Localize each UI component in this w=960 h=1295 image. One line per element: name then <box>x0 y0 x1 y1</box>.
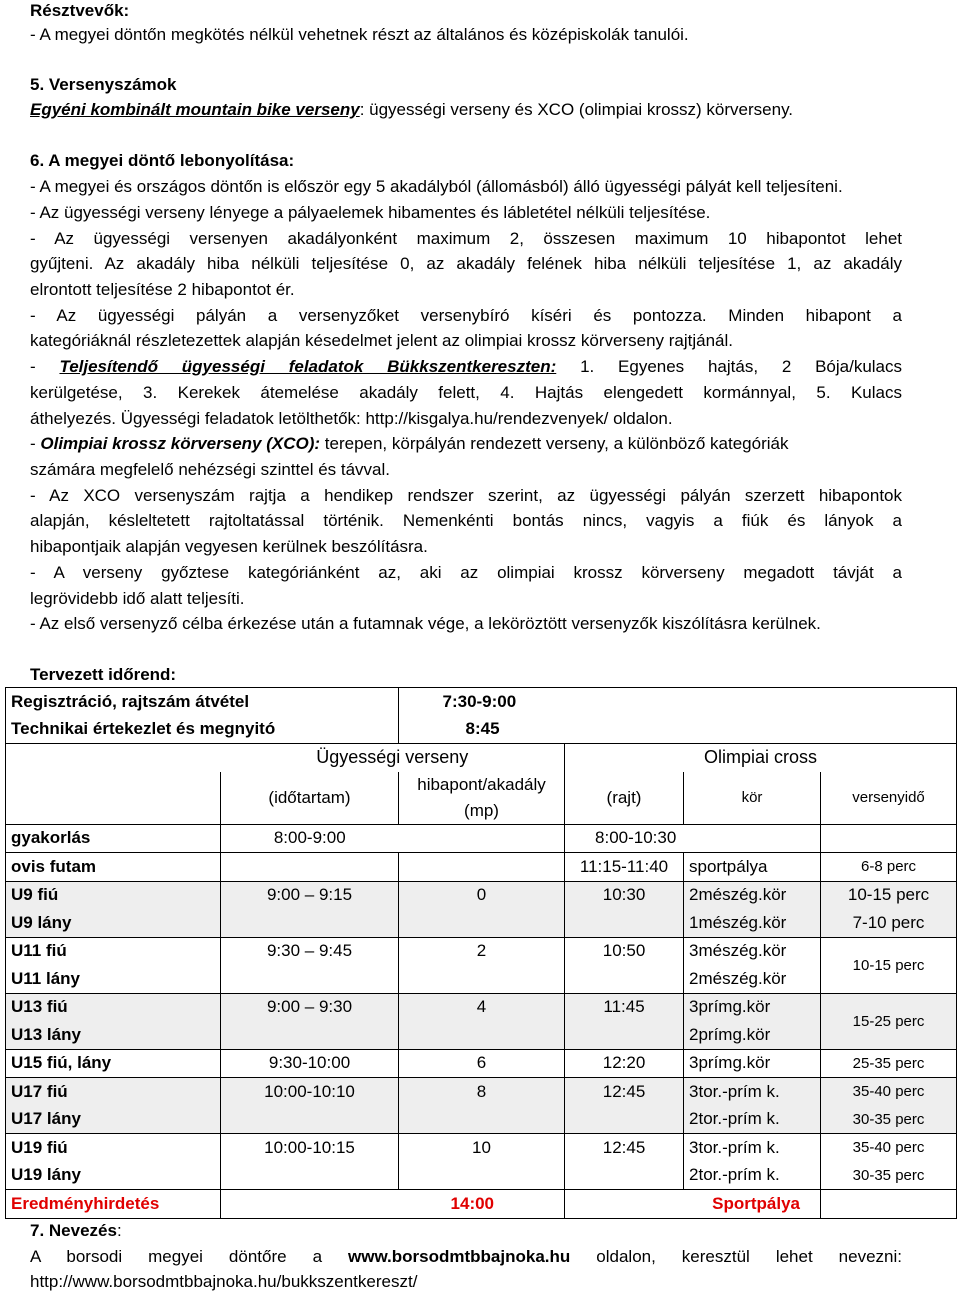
olympic-header: Olimpiai cross <box>565 744 957 772</box>
row-skill-time <box>221 909 399 937</box>
row-skill-time: 10:00-10:15 <box>221 1134 399 1162</box>
row-laps: 3tor.-prím k. <box>684 1078 821 1106</box>
row-penalty: 0 <box>399 881 565 909</box>
row-start: 12:45 <box>565 1078 684 1106</box>
row-skill-time <box>221 1021 399 1049</box>
final-line-3: gyűjteni. Az akadály hiba nélküli teljesítése 0, az akadály felének hiba nélküli teljesítése 1, az akadály <box>30 254 902 273</box>
schedule-table <box>5 687 957 1219</box>
xco-dash: - <box>30 434 41 453</box>
results-label: Eredményhirdetés <box>6 1190 221 1219</box>
row-category: U11 fiú <box>6 937 221 965</box>
registration-cell <box>6 688 517 716</box>
row-category: U13 fiú <box>6 993 221 1021</box>
race-time-header: versenyidő <box>821 772 957 825</box>
entry-line-1 <box>30 1246 902 1268</box>
row-skill-time: 9:00 – 9:30 <box>221 993 399 1021</box>
row-category: U15 fiú, lány <box>6 1049 221 1078</box>
table-row <box>6 937 957 965</box>
row-laps: sportpálya <box>684 853 821 882</box>
row-skill-time <box>221 1162 399 1190</box>
row-category: ovis futam <box>6 853 221 882</box>
duration-header: (időtartam) <box>221 772 399 825</box>
penalty-header-2: (mp) <box>464 800 499 820</box>
row-laps: 3prímg.kör <box>684 1049 821 1078</box>
row-category: U9 fiú <box>6 881 221 909</box>
row-start: 8:00-10:30 <box>565 824 821 853</box>
xco-text-1: terepen, körpályán rendezett verseny, a különböző kategóriák <box>320 434 789 453</box>
row-category: U11 lány <box>6 965 221 993</box>
events-text: : ügyességi verseny és XCO (olimpiai krossz) körverseny. <box>359 100 794 119</box>
header-row-1 <box>6 744 957 772</box>
row-start <box>565 909 684 937</box>
table-row <box>6 993 957 1021</box>
row-start: 11:45 <box>565 993 684 1021</box>
row-race-time: 35-40 perc <box>821 1078 957 1106</box>
tasks-line-2: kerülgetése, 3. Kerekek átemelése akadály felett, 4. Hajtás elengedett kormánnyal, 5. Kulacs <box>30 383 902 402</box>
row-category: U17 lány <box>6 1106 221 1134</box>
table-row <box>6 1021 957 1049</box>
xco-line-2: számára megfelelő nehézségi szinttel és távval. <box>30 460 391 479</box>
header-row-2 <box>6 772 957 825</box>
tasks-dash: - <box>30 357 60 376</box>
table-row <box>6 1049 957 1078</box>
events-label: Egyéni kombinált mountain bike verseny <box>30 100 360 119</box>
tasks-line-1 <box>30 356 902 378</box>
row-race-time: 30-35 perc <box>821 1162 957 1190</box>
results-time: 14:00 <box>221 1190 565 1219</box>
penalty-header <box>399 772 565 825</box>
row-laps: 2prímg.kör <box>684 1021 821 1049</box>
registration-label: Regisztráció, rajtszám átvétel <box>11 691 250 711</box>
table-row <box>6 1078 957 1106</box>
entry-pre: A borsodi megyei döntőre a <box>30 1247 349 1266</box>
entry-heading <box>30 1220 902 1242</box>
start-line-4: legrövidebb idő alatt teljesíti. <box>30 589 245 608</box>
row-laps: 1mészég.kör <box>684 909 821 937</box>
row-penalty <box>399 853 565 882</box>
final-line-1: - Az ügyességi verseny lényege a pályaelemek hibamentes és lábletétel nélküli teljesítése. <box>30 203 711 222</box>
row-race-time: 10-15 perc <box>821 881 957 909</box>
row-race-time <box>821 824 957 853</box>
row-category: U9 lány <box>6 909 221 937</box>
table-row <box>6 1134 957 1162</box>
final-line-4: elrontott teljesítése 2 hibapontot ér. <box>30 280 295 299</box>
tasks-text-1: 1. Egyenes hajtás, 2 Bója/kulacs <box>580 357 903 376</box>
final-heading: 6. A megyei döntő lebonyolítása: <box>30 151 295 170</box>
row-skill-time: 9:30 – 9:45 <box>221 937 399 965</box>
row-laps: 2tor.-prím k. <box>684 1106 821 1134</box>
schedule-heading: Tervezett időrend: <box>30 665 177 684</box>
row-penalty: 8 <box>399 1078 565 1106</box>
table-row <box>6 881 957 909</box>
row-laps: 3tor.-prím k. <box>684 1134 821 1162</box>
row-start <box>565 1021 684 1049</box>
row-category: U19 fiú <box>6 1134 221 1162</box>
final-line-6: kategóriáknál részletezettek alapján késedelmet jelent az olimpiai krossz körverseny rajtjánál. <box>30 331 734 350</box>
xco-label: Olimpiai krossz körverseny (XCO): <box>40 434 321 453</box>
row-start: 12:45 <box>565 1134 684 1162</box>
table-row <box>6 824 957 853</box>
row-start <box>565 1106 684 1134</box>
row-category: gyakorlás <box>6 824 221 853</box>
meeting-row <box>6 716 957 744</box>
row-skill-time <box>221 1106 399 1134</box>
row-skill-time <box>221 965 399 993</box>
row-penalty <box>399 909 565 937</box>
row-category: U19 lány <box>6 1162 221 1190</box>
meeting-time: 8:45 <box>465 719 500 739</box>
row-race-time: 25-35 perc <box>821 1049 957 1078</box>
row-start <box>565 965 684 993</box>
entry-heading-num: 7. Nevezés <box>30 1221 117 1240</box>
row-penalty: 6 <box>399 1049 565 1078</box>
row-penalty: 10 <box>399 1134 565 1162</box>
row-start: 10:50 <box>565 937 684 965</box>
events-line <box>30 99 902 121</box>
row-start: 10:30 <box>565 881 684 909</box>
table-row <box>6 1162 957 1190</box>
final-line-5: - Az ügyességi pályán a versenyzőket versenybíró kíséri és pontozza. Minden hibapont a <box>30 306 902 325</box>
row-penalty <box>399 824 565 853</box>
entry-url-link[interactable]: http://www.borsodmtbbajnoka.hu/bukkszentkereszt/ <box>30 1272 418 1291</box>
start-line-1: alapján, késleltetett rajtoltatással történik. Nemenkénti bontás nincs, vagyis a fiúk és lányok a <box>30 511 902 530</box>
row-start: 11:15-11:40 <box>565 853 684 882</box>
row-penalty: 2 <box>399 937 565 965</box>
table-row <box>6 965 957 993</box>
start-line-5: - Az első versenyző célba érkezése után a futamnak vége, a leköröztött versenyzők kiszólításra kerülnek. <box>30 614 821 633</box>
row-start <box>565 1162 684 1190</box>
entry-site-link[interactable]: www.borsodmtbbajnoka.hu <box>348 1247 571 1266</box>
skill-header: Ügyességi verseny <box>221 744 565 772</box>
meeting-label: Technikai értekezlet és megnyitó <box>11 719 276 739</box>
row-penalty <box>399 1162 565 1190</box>
row-race-time: 6-8 perc <box>821 853 957 882</box>
lap-header: kör <box>684 772 821 825</box>
row-race-time: 7-10 perc <box>821 909 957 937</box>
row-penalty: 4 <box>399 993 565 1021</box>
row-race-time: 35-40 perc <box>821 1134 957 1162</box>
start-line-2: hibapontjaik alapján vegyesen kerülnek beszólításra. <box>30 537 428 556</box>
row-laps: 3prímg.kör <box>684 993 821 1021</box>
table-row <box>6 909 957 937</box>
penalty-header-1: hibapont/akadály <box>417 774 546 794</box>
meeting-cell <box>6 716 500 744</box>
start-line-0: - Az XCO versenyszám rajtja a hendikep rendszer szerint, az ügyességi pályán szerzett hibapontok <box>30 486 902 505</box>
row-skill-time: 9:30-10:00 <box>221 1049 399 1078</box>
row-penalty <box>399 965 565 993</box>
tasks-line-3: áthelyezés. Ügyességi feladatok letölthetők: http://kisgalya.hu/rendezvenyek/ oldalon. <box>30 409 673 428</box>
participants-heading: Résztvevők: <box>30 1 130 20</box>
events-heading: 5. Versenyszámok <box>30 75 177 94</box>
table-row <box>6 1106 957 1134</box>
entry-post: oldalon, keresztül lehet nevezni: <box>570 1247 902 1266</box>
table-row <box>6 853 957 882</box>
row-laps: 2tor.-prím k. <box>684 1162 821 1190</box>
registration-row <box>6 688 957 716</box>
start-header: (rajt) <box>565 772 684 825</box>
row-penalty <box>399 1021 565 1049</box>
row-skill-time: 8:00-9:00 <box>221 824 399 853</box>
participants-text: - A megyei döntőn megkötés nélkül vehetnek részt az általános és középiskolák tanulói. <box>30 25 689 44</box>
start-line-3: - A verseny győztese kategóriánként az, aki az olimpiai krossz körverseny megadott távját a <box>30 563 902 582</box>
row-race-time: 30-35 perc <box>821 1106 957 1134</box>
row-laps: 3mészég.kör <box>684 937 821 965</box>
xco-line-1 <box>30 433 902 455</box>
row-laps: 2mészég.kör <box>684 881 821 909</box>
row-skill-time: 10:00-10:10 <box>221 1078 399 1106</box>
registration-time: 7:30-9:00 <box>442 691 517 711</box>
row-race-time: 15-25 perc <box>821 993 957 1049</box>
tasks-label: Teljesítendő ügyességi feladatok Bükkszentkereszten: <box>59 357 557 376</box>
row-skill-time <box>221 853 399 882</box>
row-penalty <box>399 1106 565 1134</box>
row-category: U17 fiú <box>6 1078 221 1106</box>
final-line-0: - A megyei és országos döntőn is először egy 5 akadályból (állomásból) álló ügyességi pályát kell teljesíteni. <box>30 177 843 196</box>
final-line-2: - Az ügyességi versenyen akadályonként maximum 2, összesen maximum 10 hibapontot lehet <box>30 229 902 248</box>
row-skill-time: 9:00 – 9:15 <box>221 881 399 909</box>
row-laps: 2mészég.kör <box>684 965 821 993</box>
results-place: Sportpálya <box>565 1190 821 1219</box>
results-row <box>6 1190 957 1219</box>
row-category: U13 lány <box>6 1021 221 1049</box>
row-race-time: 10-15 perc <box>821 937 957 993</box>
row-start: 12:20 <box>565 1049 684 1078</box>
entry-heading-colon: : <box>116 1221 122 1240</box>
